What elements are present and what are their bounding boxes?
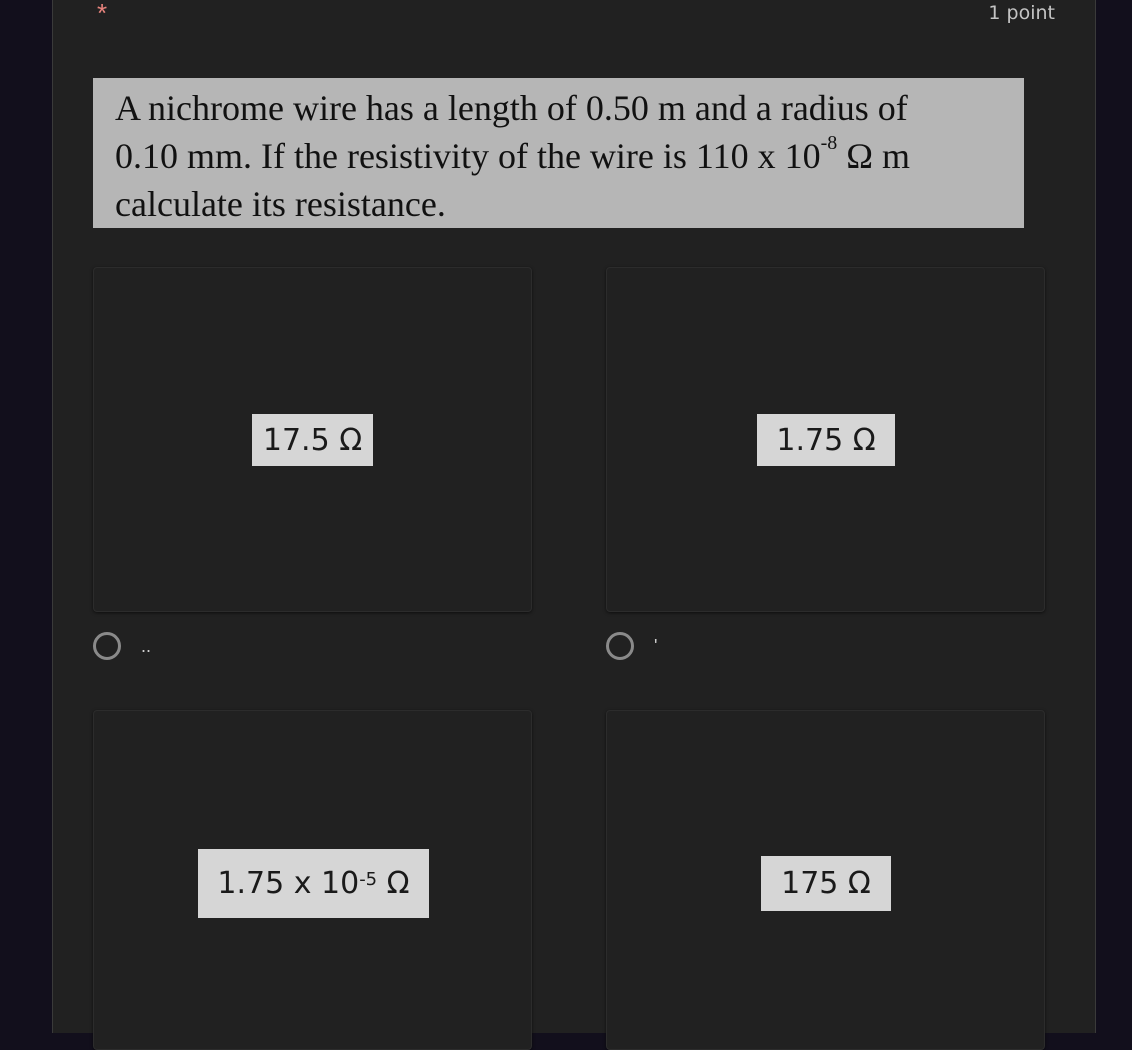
option-a-choice[interactable] [93, 632, 151, 660]
question-line-2 [115, 132, 1004, 180]
option-c-base: 1.75 x 10 [217, 866, 360, 901]
required-asterisk: * [97, 0, 108, 28]
option-d-image: 175 Ω [761, 856, 891, 911]
option-card-b[interactable] [606, 267, 1045, 612]
option-a-radio[interactable] [93, 632, 121, 660]
option-b-image: 1.75 Ω [757, 414, 895, 466]
question-card [52, 0, 1096, 1033]
question-line-1: A nichrome wire has a length of 0.50 m and a radius of [115, 88, 908, 128]
option-a-label: .. [141, 635, 152, 656]
option-card-c[interactable] [93, 710, 532, 1050]
option-b-radio[interactable] [606, 632, 634, 660]
question-line-3: calculate its resistance. [115, 184, 446, 224]
option-b-choice[interactable] [606, 632, 657, 660]
points-label: 1 point [988, 2, 1055, 24]
option-c-unit: Ω [377, 866, 410, 901]
resistivity-exponent: -8 [820, 132, 838, 154]
question-line-2-text: 0.10 mm. If the resistivity of the wire is 110 x 10 [115, 136, 821, 176]
question-image [93, 78, 1024, 228]
option-a-image: 17.5 Ω [252, 414, 373, 466]
option-b-label: ' [654, 635, 658, 656]
resistivity-unit: Ω m [837, 136, 911, 176]
option-card-a[interactable] [93, 267, 532, 612]
option-c-image: 1.75 x 10 $^{-5}$ Ω [198, 849, 429, 918]
option-card-d[interactable] [606, 710, 1045, 1050]
